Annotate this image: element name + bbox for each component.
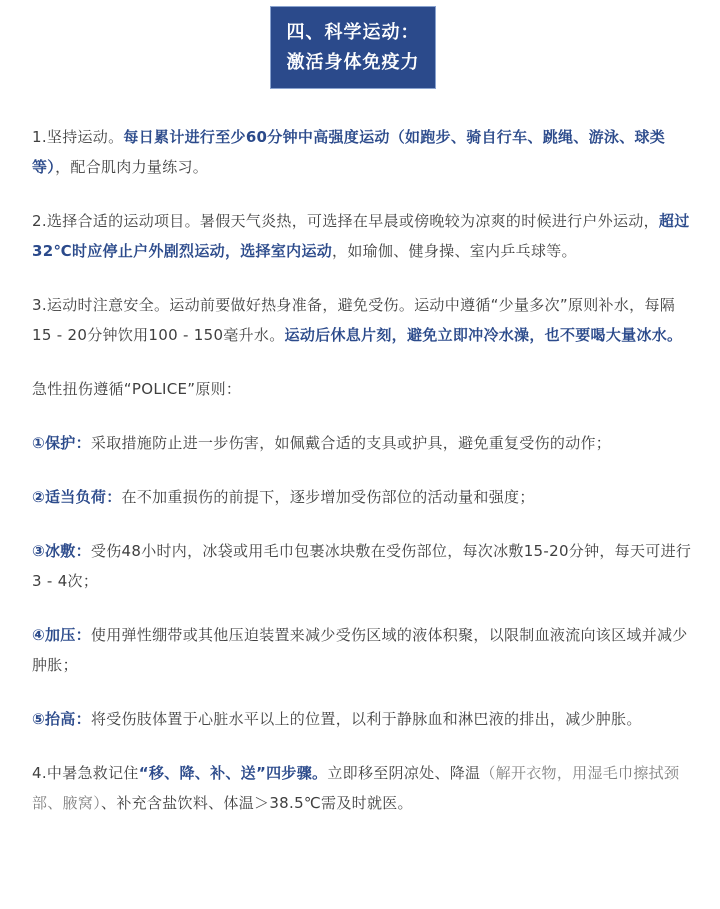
police-label: ②适当负荷： — [32, 488, 122, 506]
police-item-protect — [32, 428, 692, 458]
p1-prefix: 1.坚持运动。 — [32, 128, 124, 146]
paragraph-2 — [32, 206, 692, 266]
article-body — [32, 122, 692, 842]
p3-highlight: 运动后休息片刻，避免立即冲冷水澡，也不要喝大量冰水。 — [284, 326, 683, 344]
p1-suffix: ，配合肌肉力量练习。 — [55, 158, 209, 176]
police-label: ①保护： — [32, 434, 91, 452]
paragraph-1 — [32, 122, 692, 182]
section-title-line2: 激活身体免疫力 — [286, 52, 420, 73]
police-text: 受伤48小时内，冰袋或用毛巾包裹冰块敷在受伤部位，每次冰敷15-20分钟，每天可进行3 - 4次； — [32, 542, 692, 590]
p1-highlight: 每日累计进行至少60分钟中高强度运动（如跑步、骑自行车、跳绳、游泳、球类等） — [32, 128, 666, 176]
police-item-optimal-loading — [32, 482, 692, 512]
p2-suffix: ，如瑜伽、健身操、室内乒乓球等。 — [332, 242, 577, 260]
police-intro: 急性扭伤遵循“POLICE”原则： — [32, 380, 242, 398]
p4-prefix: 4.中暑急救记住 — [32, 764, 139, 782]
police-text: 使用弹性绷带或其他压迫装置来减少受伤区域的液体积聚，以限制血液流向该区域并减少肿胀； — [32, 626, 688, 674]
police-text: 在不加重损伤的前提下，逐步增加受伤部位的活动量和强度； — [121, 488, 535, 506]
p2-prefix: 2.选择合适的运动项目。暑假天气炎热，可选择在早晨或傍晚较为凉爽的时候进行户外运动， — [32, 212, 659, 230]
police-label: ⑤抬高： — [32, 710, 91, 728]
police-label: ④加压： — [32, 626, 91, 644]
p3-prefix: 3.运动时注意安全。运动前要做好热身准备，避免受伤。运动中遵循“少量多次”原则补水，每隔15 - 20分钟饮用100 - 150毫升水。 — [32, 296, 676, 344]
p4-mid: 立即移至阴凉处、降温 — [327, 764, 481, 782]
paragraph-4 — [32, 758, 692, 818]
police-item-elevation — [32, 704, 692, 734]
paragraph-3 — [32, 290, 692, 350]
section-title-box — [270, 6, 436, 89]
police-item-ice — [32, 536, 692, 596]
police-text: 采取措施防止进一步伤害，如佩戴合适的支具或护具，避免重复受伤的动作； — [90, 434, 612, 452]
p4-highlight: “移、降、补、送”四步骤。 — [138, 764, 328, 782]
p4-muted-note: （解开衣物，用湿毛巾擦拭颈部、腋窝） — [32, 764, 680, 812]
police-item-compression — [32, 620, 692, 680]
police-text: 将受伤肢体置于心脏水平以上的位置，以利于静脉血和淋巴液的排出，减少肿胀。 — [90, 710, 642, 728]
section-title-line1: 四、科学运动： — [286, 22, 420, 43]
police-label: ③冰敷： — [32, 542, 91, 560]
p2-highlight: 超过32℃时应停止户外剧烈运动，选择室内运动 — [32, 212, 690, 260]
p4-suffix: 、补充含盐饮料、体温＞38.5℃需及时就医。 — [101, 794, 413, 812]
